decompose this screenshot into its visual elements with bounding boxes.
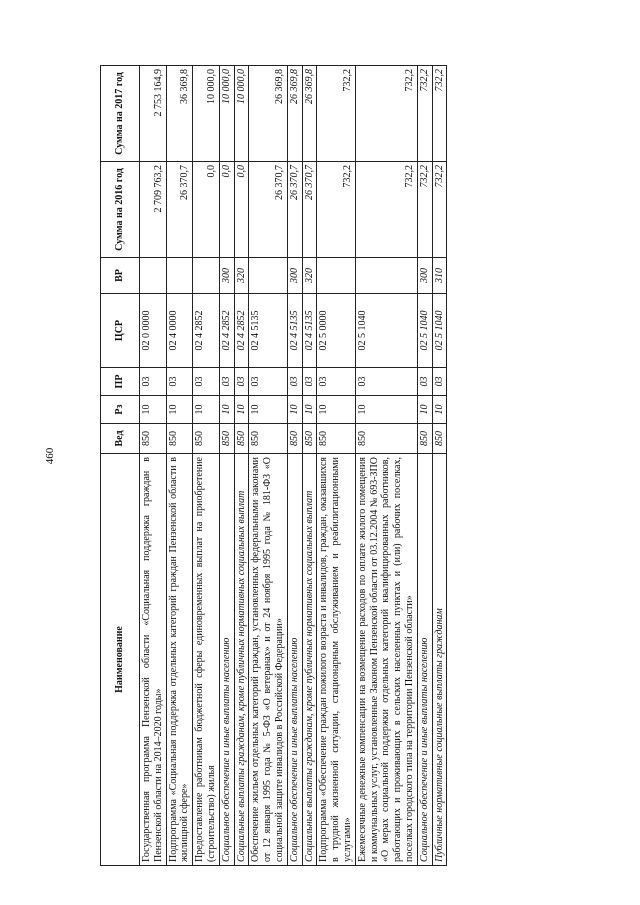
cell-rz: 10 (166, 396, 193, 424)
col-header-vr: ВР (101, 258, 140, 294)
cell-sum-2016: 0,0 (193, 162, 220, 258)
cell-name: Ежемесячные денежные компенсации на возмещение расходов по оплате жилого помещения и коммунальных услуг, установленные Законом Пензенской области от 03.12.2004 № 693-ЗПО «О мерах социальной поддержки отдельных категорий квалифицированных работников, работающих и проживающих в сельских населенных пунктах и (или) рабочих поселках, поселках городского типа на территории Пензенской области» (355, 454, 417, 866)
cell-sum-2016: 732,2 (317, 162, 355, 258)
table-row (317, 66, 355, 866)
cell-sum-2016: 0,0 (219, 162, 234, 258)
col-header-ved: Вед (101, 424, 140, 454)
cell-sum-2017: 36 369,8 (166, 66, 193, 162)
cell-vr (166, 258, 193, 294)
cell-csr: 02 4 5135 (287, 294, 302, 368)
cell-csr: 02 4 2852 (219, 294, 234, 368)
cell-ved: 850 (219, 424, 234, 454)
cell-rz: 10 (234, 396, 249, 424)
cell-sum-2016: 26 370,7 (287, 162, 302, 258)
cell-pr: 03 (166, 368, 193, 396)
cell-sum-2017: 732,2 (417, 66, 432, 162)
cell-pr: 03 (317, 368, 355, 396)
cell-ved: 850 (432, 424, 447, 454)
cell-ved: 850 (234, 424, 249, 454)
cell-name: Социальное обеспечение и иные выплаты населению (287, 454, 302, 866)
table-row (355, 66, 417, 866)
cell-sum-2017: 2 753 164,9 (140, 66, 167, 162)
cell-rz: 10 (219, 396, 234, 424)
cell-sum-2017: 26 369,8 (249, 66, 287, 162)
cell-name: Государственная программа Пензенской области «Социальная поддержка граждан в Пензенской области на 2014–2020 годы» (140, 454, 167, 866)
cell-vr: 320 (234, 258, 249, 294)
cell-csr: 02 4 5135 (249, 294, 287, 368)
cell-vr: 300 (417, 258, 432, 294)
cell-pr: 03 (219, 368, 234, 396)
cell-sum-2017: 10 000,0 (219, 66, 234, 162)
cell-rz: 10 (355, 396, 417, 424)
cell-name: Обеспечение жильем отдельных категорий граждан, установленных федеральными законами от 12 января 1995 года № 5-ФЗ «О ветеранах» и от 24 ноября 1995 года № 181-ФЗ «О социальной защите инвалидов в Российской Федерации» (249, 454, 287, 866)
cell-ved: 850 (317, 424, 355, 454)
cell-csr: 02 5 0000 (317, 294, 355, 368)
cell-csr: 02 5 1040 (432, 294, 447, 368)
col-header-rz: Рз (101, 396, 140, 424)
cell-vr (355, 258, 417, 294)
cell-vr (193, 258, 220, 294)
cell-name: Социальное обеспечение и иные выплаты населению (417, 454, 432, 866)
table-row (234, 66, 249, 866)
cell-csr: 02 5 1040 (417, 294, 432, 368)
cell-sum-2017: 10 000,0 (193, 66, 220, 162)
cell-pr: 03 (193, 368, 220, 396)
cell-csr: 02 5 1040 (355, 294, 417, 368)
cell-name: Социальные выплаты гражданам, кроме публичных нормативных социальных выплат (234, 454, 249, 866)
table-row (249, 66, 287, 866)
cell-sum-2016: 2 709 763,2 (140, 162, 167, 258)
cell-pr: 03 (432, 368, 447, 396)
cell-ved: 850 (140, 424, 167, 454)
budget-table (100, 65, 447, 866)
cell-vr: 300 (287, 258, 302, 294)
cell-sum-2017: 732,2 (432, 66, 447, 162)
cell-rz: 10 (417, 396, 432, 424)
col-header-csr: ЦСР (101, 294, 140, 368)
table-row (432, 66, 447, 866)
cell-name: Публичные нормативные социальные выплаты гражданам (432, 454, 447, 866)
cell-name: Социальное обеспечение и иные выплаты населению (219, 454, 234, 866)
col-header-pr: ПР (101, 368, 140, 396)
table-row (219, 66, 234, 866)
cell-csr: 02 4 5135 (302, 294, 317, 368)
cell-sum-2017: 26 369,8 (287, 66, 302, 162)
cell-sum-2016: 26 370,7 (302, 162, 317, 258)
cell-name: Предоставление работникам бюджетной сферы единовременных выплат на приобретение (строительство) жилья (193, 454, 220, 866)
cell-rz: 10 (302, 396, 317, 424)
cell-vr: 310 (432, 258, 447, 294)
table-row (417, 66, 432, 866)
cell-ved: 850 (302, 424, 317, 454)
cell-rz: 10 (140, 396, 167, 424)
cell-sum-2017: 26 369,8 (302, 66, 317, 162)
cell-sum-2016: 26 370,7 (166, 162, 193, 258)
cell-pr: 03 (234, 368, 249, 396)
table-row (193, 66, 220, 866)
cell-sum-2017: 732,2 (317, 66, 355, 162)
cell-sum-2016: 0,0 (234, 162, 249, 258)
cell-csr: 02 4 0000 (166, 294, 193, 368)
cell-sum-2016: 26 370,7 (249, 162, 287, 258)
cell-ved: 850 (193, 424, 220, 454)
cell-rz: 10 (317, 396, 355, 424)
cell-vr (140, 258, 167, 294)
cell-ved: 850 (166, 424, 193, 454)
cell-rz: 10 (193, 396, 220, 424)
cell-ved: 850 (287, 424, 302, 454)
col-header-sum-2016: Сумма на 2016 год (101, 162, 140, 258)
cell-csr: 02 4 2852 (234, 294, 249, 368)
table-row (166, 66, 193, 866)
rotated-page (100, 66, 545, 866)
cell-pr: 03 (287, 368, 302, 396)
cell-rz: 10 (249, 396, 287, 424)
table-row (302, 66, 317, 866)
cell-vr: 320 (302, 258, 317, 294)
cell-pr: 03 (249, 368, 287, 396)
cell-ved: 850 (417, 424, 432, 454)
cell-ved: 850 (249, 424, 287, 454)
table-row (140, 66, 167, 866)
cell-sum-2016: 732,2 (417, 162, 432, 258)
cell-sum-2017: 10 000,0 (234, 66, 249, 162)
cell-sum-2016: 732,2 (432, 162, 447, 258)
table-row (287, 66, 302, 866)
cell-vr (249, 258, 287, 294)
table-header-row (101, 66, 140, 866)
cell-pr: 03 (302, 368, 317, 396)
cell-sum-2017: 732,2 (355, 66, 417, 162)
cell-vr (317, 258, 355, 294)
cell-rz: 10 (287, 396, 302, 424)
cell-ved: 850 (355, 424, 417, 454)
cell-pr: 03 (417, 368, 432, 396)
col-header-name: Наименование (101, 454, 140, 866)
cell-csr: 02 4 2852 (193, 294, 220, 368)
cell-name: Подпрограмма «Обеспечение граждан пожилого возраста и инвалидов, граждан, оказавшихся в трудной жизненной ситуации, стационарным обслуживанием и реабилитационными услугами» (317, 454, 355, 866)
cell-rz: 10 (432, 396, 447, 424)
cell-name: Подпрограмма «Социальная поддержка отдельных категорий граждан Пензенской области в жилищной сфере» (166, 454, 193, 866)
cell-vr: 300 (219, 258, 234, 294)
page-number: 460 (44, 447, 56, 465)
cell-csr: 02 0 0000 (140, 294, 167, 368)
cell-sum-2016: 732,2 (355, 162, 417, 258)
cell-pr: 03 (355, 368, 417, 396)
cell-pr: 03 (140, 368, 167, 396)
col-header-sum-2017: Сумма на 2017 год (101, 66, 140, 162)
cell-name: Социальные выплаты гражданам, кроме публичных нормативных социальных выплат (302, 454, 317, 866)
